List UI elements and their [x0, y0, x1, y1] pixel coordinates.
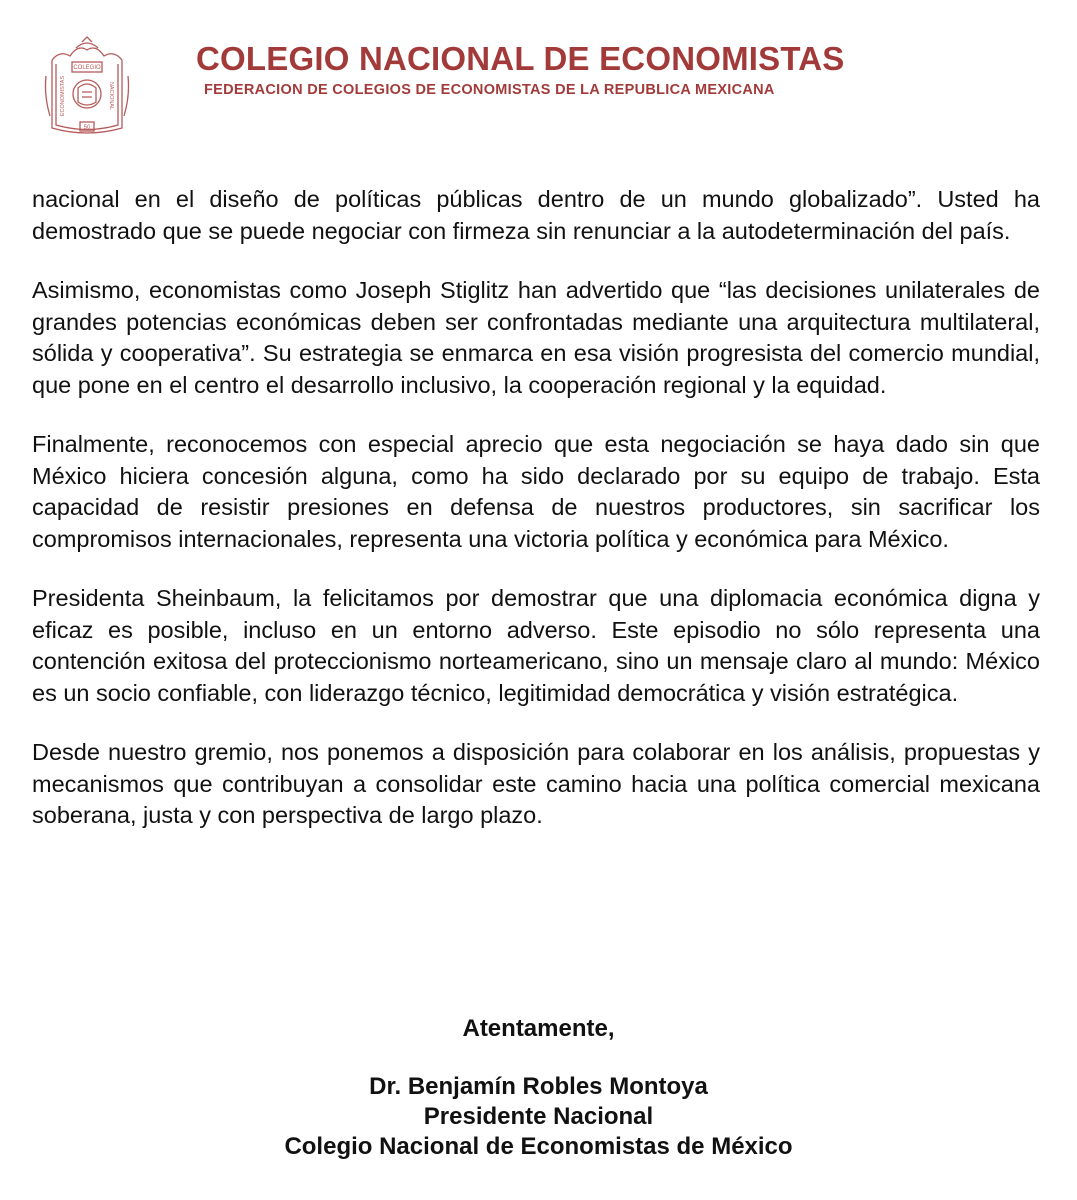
seal-icon	[42, 36, 132, 140]
paragraph: Asimismo, economistas como Joseph Stiglitz han advertido que “las decisiones unilaterales de grandes potencias económicas deben ser confrontadas mediante una arquitectura multilateral, sólida y cooperativa”. Su estrategia se enmarca en esa visión progresista del comercio mundial, que pone en el centro el desarrollo inclusivo, la cooperación regional y la equidad.	[32, 277, 1040, 398]
svg-text:COLEGIO: COLEGIO	[73, 65, 101, 71]
organization-subtitle: FEDERACION DE COLEGIOS DE ECONOMISTAS DE LA REPUBLICA MEXICANA	[204, 82, 775, 98]
svg-text:NACIONAL: NACIONAL	[108, 81, 114, 111]
closing: Atentamente,	[462, 1015, 615, 1042]
organization-name: COLEGIO NACIONAL DE ECONOMISTAS	[196, 40, 845, 77]
paragraph: nacional en el diseño de políticas públicas dentro de un mundo globalizado”. Usted ha demostrado que se puede negociar con firmeza sin renunciar a la autodeterminación del país.	[32, 186, 1040, 244]
letter-body	[32, 184, 1040, 860]
signer-organization: Colegio Nacional de Economistas de México	[284, 1133, 793, 1160]
signer-title: Presidente Nacional	[423, 1103, 654, 1130]
paragraph: Desde nuestro gremio, nos ponemos a disposición para colaborar en los análisis, propuestas y mecanismos que contribuyan a consolidar este camino hacia una política comercial mexicana soberana, justa y con perspectiva de largo plazo.	[32, 739, 1040, 828]
paragraph: Presidenta Sheinbaum, la felicitamos por demostrar que una diplomacia económica digna y eficaz es posible, incluso en un entorno adverso. Este episodio no sólo representa una contención exitosa del proteccionismo norteamericano, sino un mensaje claro al mundo: México es un socio confiable, con liderazgo técnico, legitimidad democrática y visión estratégica.	[32, 585, 1040, 706]
svg-text:ECONOMISTAS: ECONOMISTAS	[60, 75, 66, 117]
letterhead	[0, 0, 1077, 150]
paragraph: Finalmente, reconocemos con especial aprecio que esta negociación se haya dado sin que México hiciera concesión alguna, como ha sido declarado por su equipo de trabajo. Esta capacidad de resistir presiones en defensa de nuestros productores, sin sacrificar los compromisos internacionales, representa una victoria política y económica para México.	[32, 431, 1040, 552]
svg-text:50: 50	[83, 125, 91, 131]
signature-block	[0, 1014, 1077, 1162]
signer-name: Dr. Benjamín Robles Montoya	[369, 1073, 708, 1100]
